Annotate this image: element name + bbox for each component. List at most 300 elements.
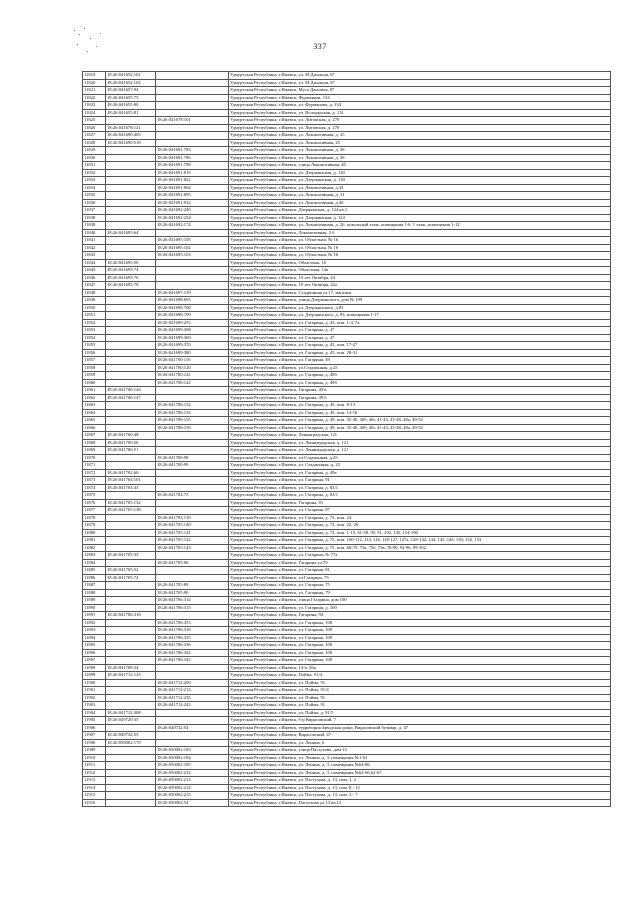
address-cell: Удмуртская Республика, г.Ижевск, 10 лет Октября, 44 — [229, 274, 611, 282]
premise-cadastral-cell — [156, 447, 229, 455]
premise-cadastral-cell: 18:26:041700:152 — [156, 402, 229, 410]
address-cell: Удмуртская Республика, г.Ижевск, ул. Локомотивная, д. 38 — [229, 147, 611, 155]
row-number-cell: 11869 — [83, 447, 106, 455]
table-row — [83, 439, 611, 447]
row-number-cell: 11894 — [83, 634, 106, 642]
row-number-cell: 11889 — [83, 597, 106, 605]
table-row — [83, 177, 611, 185]
premise-cadastral-cell: 18:26:050002:213 — [156, 777, 229, 785]
table-row — [83, 349, 611, 357]
address-cell: Удмуртская Республика, г.Ижевск, ул. Литовская, д. 270 — [229, 117, 611, 125]
table-row — [83, 537, 611, 545]
address-cell: Удмуртская Республика, г.Ижевск, Стадионная ул.17, магазин — [229, 289, 611, 297]
building-cadastral-cell — [106, 657, 156, 665]
table-row — [83, 477, 611, 485]
row-number-cell: 11842 — [83, 244, 106, 252]
building-cadastral-cell: 18:26:049732:55 — [106, 732, 156, 740]
row-number-cell: 11912 — [83, 769, 106, 777]
row-number-cell: 11887 — [83, 582, 106, 590]
premise-cadastral-cell — [156, 477, 229, 485]
address-cell: Удмуртская Республика, г.Ижевск, Муса Джалиля, 87 — [229, 87, 611, 95]
premise-cadastral-cell — [156, 567, 229, 575]
row-number-cell: 11900 — [83, 679, 106, 687]
premise-cadastral-cell: 18:26:041712:235 — [156, 694, 229, 702]
address-cell: Удмуртская Республика, г.Ижевск, ул. Гагарина, д. 45, пом. 17-27 — [229, 342, 611, 350]
table-row — [83, 642, 611, 650]
building-cadastral-cell — [106, 634, 156, 642]
premise-cadastral-cell — [156, 102, 229, 110]
row-number-cell: 11827 — [83, 132, 106, 140]
premise-cadastral-cell: 18:26:041705:90 — [156, 589, 229, 597]
table-row — [83, 687, 611, 695]
row-number-cell: 11840 — [83, 229, 106, 237]
table-row — [83, 492, 611, 500]
premise-cadastral-cell: 18:26:041699:368 — [156, 327, 229, 335]
address-cell: Удмуртская Республика, г.Ижевск, Вирасовский, 47 — [229, 732, 611, 740]
table-row — [83, 544, 611, 552]
premise-cadastral-cell — [156, 87, 229, 95]
address-cell: Удмуртская Республика, г.Ижевск, ул. Ленина, д. 3, помещения №62-66,62-67 — [229, 769, 611, 777]
building-cadastral-cell: 18:26:041690:405 — [106, 132, 156, 140]
address-cell: Удмуртская Республика, г.Ижевск, ул. Гагарина, 100 — [229, 619, 611, 627]
premise-cadastral-cell — [156, 469, 229, 477]
building-cadastral-cell — [106, 642, 156, 650]
address-cell: Удмуртская Республика, г.Ижевск, ул. Фурманова, д. 134 — [229, 102, 611, 110]
building-cadastral-cell: 18:26:041655:80 — [106, 102, 156, 110]
table-row — [83, 72, 611, 80]
premise-cadastral-cell — [156, 79, 229, 87]
premise-cadastral-cell — [156, 72, 229, 80]
row-number-cell: 11899 — [83, 672, 106, 680]
building-cadastral-cell — [106, 304, 156, 312]
address-cell: Удмуртская Республика, г.Ижевск, ул. Гагарина, д. 49б — [229, 372, 611, 380]
building-cadastral-cell: 18:26:041700:50 — [106, 439, 156, 447]
scan-speckle — [70, 24, 110, 58]
premise-cadastral-cell: 18:26:041691:895 — [156, 192, 229, 200]
building-cadastral-cell: 18:26:041695:74 — [106, 267, 156, 275]
address-cell: Удмуртская Республика, г.Ижевск, улица Гагарина, дом 100 — [229, 597, 611, 605]
address-cell: Удмуртская Республика, г.Ижевск, Гагарина, 94 — [229, 612, 611, 620]
address-cell: Удмуртская Республика, г.Ижевск, ул. Гагарина, 49 — [229, 357, 611, 365]
row-number-cell: 11876 — [83, 499, 106, 507]
table-row — [83, 117, 611, 125]
table-row — [83, 499, 611, 507]
row-number-cell: 11828 — [83, 139, 106, 147]
row-number-cell: 11829 — [83, 147, 106, 155]
building-cadastral-cell: 18:26:041655:81 — [106, 109, 156, 117]
registry-table — [82, 71, 611, 807]
row-number-cell: 11848 — [83, 289, 106, 297]
building-cadastral-cell: 18:26:041700:147 — [106, 394, 156, 402]
address-cell: Удмуртская Республика, г.Ижевск, ул. Гагарина, 100 — [229, 642, 611, 650]
table-row — [83, 739, 611, 747]
address-cell: Удмуртская Республика, г.Ижевск, ул. Гагарина, д. 47 — [229, 327, 611, 335]
row-number-cell: 11880 — [83, 529, 106, 537]
table-row — [83, 784, 611, 792]
table-row — [83, 402, 611, 410]
address-cell: Удмуртская Республика, г.Ижевск, ул. Пойма, д. 91/5 — [229, 709, 611, 717]
address-cell: Удмуртская Республика, г.Ижевск, ул. Дзержинская, д. 124 — [229, 214, 611, 222]
building-cadastral-cell — [106, 342, 156, 350]
building-cadastral-cell — [106, 627, 156, 635]
building-cadastral-cell: 18:26:041695:78 — [106, 282, 156, 290]
row-number-cell: 11905 — [83, 717, 106, 725]
row-number-cell: 11823 — [83, 102, 106, 110]
table-row — [83, 94, 611, 102]
premise-cadastral-cell: 18:26:041706:335 — [156, 634, 229, 642]
address-cell: Удмуртская Республика, г.Ижевск, Гагарина ул.79 — [229, 559, 611, 567]
row-number-cell: 11883 — [83, 552, 106, 560]
building-cadastral-cell — [106, 297, 156, 305]
table-row — [83, 754, 611, 762]
building-cadastral-cell — [106, 522, 156, 530]
address-cell: Удмуртская Республика, г.Ижевск, Областная, 14а — [229, 267, 611, 275]
building-cadastral-cell — [106, 754, 156, 762]
building-cadastral-cell — [106, 454, 156, 462]
building-cadastral-cell: 18:26:041705:35 — [106, 552, 156, 560]
premise-cadastral-cell — [156, 664, 229, 672]
table-row — [83, 679, 611, 687]
premise-cadastral-cell: 18:26:041700:154 — [156, 409, 229, 417]
address-cell: Удмуртская Республика, г.Ижевск, ул. Гагарина, д. 43, пом. 1-4, 7а — [229, 319, 611, 327]
row-number-cell: 11913 — [83, 777, 106, 785]
building-cadastral-cell: 18:26:041700:51 — [106, 447, 156, 455]
premise-cadastral-cell — [156, 484, 229, 492]
row-number-cell: 11909 — [83, 747, 106, 755]
building-cadastral-cell: 18:26:041705:74 — [106, 574, 156, 582]
row-number-cell: 11831 — [83, 162, 106, 170]
table-row — [83, 597, 611, 605]
building-cadastral-cell — [106, 462, 156, 470]
address-cell: Удмуртская Республика, г.Ижевск, ул. Гагарина, д. 75, пом. 100-112, 114, 116, 118-127, 127а, 128-142, 144, 145, 146, 150, 152, 153 — [229, 537, 611, 545]
building-cadastral-cell — [106, 289, 156, 297]
registry-table-body — [83, 72, 611, 807]
row-number-cell: 11904 — [83, 709, 106, 717]
building-cadastral-cell — [106, 364, 156, 372]
premise-cadastral-cell: 18:26:041700:99 — [156, 462, 229, 470]
row-number-cell: 11885 — [83, 567, 106, 575]
table-row — [83, 514, 611, 522]
building-cadastral-cell: 18:26:041712:308 — [106, 709, 156, 717]
row-number-cell: 11821 — [83, 87, 106, 95]
row-number-cell: 11881 — [83, 537, 106, 545]
address-cell: Удмуртская Республика, г.Ижевск, ул. Локомотивная, д. 38 — [229, 154, 611, 162]
premise-cadastral-cell: 18:26:041698:709 — [156, 312, 229, 320]
premise-cadastral-cell: 18:26:041705:139 — [156, 514, 229, 522]
address-cell: Удмуртская Республика, г.Ижевск, ул. Локомотивная, д.40 — [229, 199, 611, 207]
address-cell: Удмуртская Республика, г.Ижевск, Ленинградская, 121 — [229, 432, 611, 440]
row-number-cell: 11844 — [83, 259, 106, 267]
building-cadastral-cell: 18:26:041657:94 — [106, 87, 156, 95]
building-cadastral-cell: 18:26:041700:48 — [106, 432, 156, 440]
row-number-cell: 11859 — [83, 372, 106, 380]
building-cadastral-cell: 18:26:041695:50 — [106, 259, 156, 267]
building-cadastral-cell — [106, 117, 156, 125]
table-row — [83, 769, 611, 777]
address-cell: Удмуртская Республика, г.Ижевск, ул. Гагарина, д. 49б — [229, 379, 611, 387]
address-cell: Удмуртская Республика, г.Ижевск, ул. Ленина, 6 — [229, 739, 611, 747]
table-row — [83, 312, 611, 320]
premise-cadastral-cell — [156, 394, 229, 402]
building-cadastral-cell — [106, 379, 156, 387]
address-cell: Удмуртская Республика, г.Ижевск, Областная, 16 — [229, 259, 611, 267]
row-number-cell: 11846 — [83, 274, 106, 282]
address-cell: Удмуртская Республика, г.Ижевск, ул. Гагарина, д. 73, пом. 25, 26 — [229, 522, 611, 530]
row-number-cell: 11841 — [83, 237, 106, 245]
table-row — [83, 747, 611, 755]
address-cell: Удмуртская Республика, г.Ижевск, ул. Гагарина, д. 47 — [229, 334, 611, 342]
row-number-cell: 11873 — [83, 477, 106, 485]
table-row — [83, 357, 611, 365]
premise-cadastral-cell — [156, 507, 229, 515]
premise-cadastral-cell: 18:26:041705:96 — [156, 559, 229, 567]
premise-cadastral-cell: 18:26:041691:790 — [156, 162, 229, 170]
premise-cadastral-cell — [156, 717, 229, 725]
building-cadastral-cell: 18:26:041704:101 — [106, 477, 156, 485]
premise-cadastral-cell: 18:26:041700:116 — [156, 357, 229, 365]
premise-cadastral-cell: 18:26:041698:700 — [156, 304, 229, 312]
table-row — [83, 124, 611, 132]
row-number-cell: 11866 — [83, 424, 106, 432]
row-number-cell: 11852 — [83, 319, 106, 327]
building-cadastral-cell — [106, 777, 156, 785]
row-number-cell: 11845 — [83, 267, 106, 275]
address-cell: Удмуртская Республика, г.Ижевск, ул. Локомотивная, д.34 — [229, 184, 611, 192]
row-number-cell: 11855 — [83, 342, 106, 350]
premise-cadastral-cell — [156, 739, 229, 747]
row-number-cell: 11835 — [83, 192, 106, 200]
building-cadastral-cell — [106, 372, 156, 380]
premise-cadastral-cell — [156, 552, 229, 560]
address-cell: Удмуртская Республика, г.Ижевск, улица Пастухова, дом 13 — [229, 747, 611, 755]
address-cell: Удмуртская Республика, г.Ижевск, ул. Дзержинского, д.83 — [229, 304, 611, 312]
address-cell: Удмуртская Республика, г.Ижевск, ул. Пойма, 91 — [229, 702, 611, 710]
row-number-cell: 11908 — [83, 739, 106, 747]
row-number-cell: 11871 — [83, 462, 106, 470]
address-cell: Удмуртская Республика, г.Ижевск, ул. Гагарина, д. 49, пом. 8-13 — [229, 402, 611, 410]
table-row — [83, 79, 611, 87]
premise-cadastral-cell — [156, 672, 229, 680]
table-row — [83, 657, 611, 665]
row-number-cell: 11850 — [83, 304, 106, 312]
row-number-cell: 11834 — [83, 184, 106, 192]
building-cadastral-cell — [106, 177, 156, 185]
table-row — [83, 447, 611, 455]
building-cadastral-cell: 18:26:041655:75 — [106, 94, 156, 102]
building-cadastral-cell — [106, 514, 156, 522]
row-number-cell: 11863 — [83, 402, 106, 410]
building-cadastral-cell — [106, 327, 156, 335]
building-cadastral-cell — [106, 597, 156, 605]
table-row — [83, 619, 611, 627]
table-row — [83, 567, 611, 575]
premise-cadastral-cell — [156, 132, 229, 140]
table-row — [83, 289, 611, 297]
address-cell: Удмуртская Республика, г.Ижевск, Гагарина, 81 — [229, 499, 611, 507]
table-row — [83, 709, 611, 717]
premise-cadastral-cell: 18:26:050002:215 — [156, 792, 229, 800]
premise-cadastral-cell: 18:26:041700:120 — [156, 364, 229, 372]
table-row — [83, 664, 611, 672]
table-row — [83, 432, 611, 440]
table-row — [83, 274, 611, 282]
premise-cadastral-cell — [156, 94, 229, 102]
address-cell: Удмуртская Республика, г.Ижевск, ул. Областная, № 16 — [229, 244, 611, 252]
premise-cadastral-cell: 18:26:041706:318 — [156, 627, 229, 635]
building-cadastral-cell — [106, 589, 156, 597]
building-cadastral-cell: 18:26:041700:144 — [106, 387, 156, 395]
address-cell: Удмуртская Республика, г.Ижевск, ул. Ленинградская, д. 121 — [229, 447, 611, 455]
premise-cadastral-cell: 18:26:041704:75 — [156, 492, 229, 500]
premise-cadastral-cell: 18:26:049732:54 — [156, 724, 229, 732]
premise-cadastral-cell — [156, 274, 229, 282]
address-cell: Удмуртская Республика, г.Ижевск, ул. Гагарина, д. 83/1 — [229, 484, 611, 492]
building-cadastral-cell — [106, 604, 156, 612]
row-number-cell: 11907 — [83, 732, 106, 740]
building-cadastral-cell — [106, 199, 156, 207]
building-cadastral-cell — [106, 694, 156, 702]
building-cadastral-cell — [106, 619, 156, 627]
address-cell: Удмуртская Республика, г.Ижевск, ул. Дзержинская, д. 130 — [229, 177, 611, 185]
row-number-cell: 11830 — [83, 154, 106, 162]
row-number-cell: 11875 — [83, 492, 106, 500]
premise-cadastral-cell — [156, 499, 229, 507]
address-cell: Удмуртская Республика, г.Ижевск, 14-я, 56а — [229, 664, 611, 672]
address-cell: Удмуртская Республика, г.Ижевск, б-р Вирасовский, 7 — [229, 717, 611, 725]
premise-cadastral-cell — [156, 709, 229, 717]
building-cadastral-cell: 18:26:050002:179 — [106, 739, 156, 747]
table-row — [83, 372, 611, 380]
address-cell: Удмуртская Республика, г.Ижевск, ул. Гагарина, д. 45, пом. 28-31 — [229, 349, 611, 357]
table-row — [83, 799, 611, 807]
address-cell: Удмуртская Республика, г.Ижевск, Гагарина, 49 б — [229, 394, 611, 402]
table-row — [83, 507, 611, 515]
row-number-cell: 11824 — [83, 109, 106, 117]
building-cadastral-cell — [106, 492, 156, 500]
premise-cadastral-cell: 18:26:041700:98 — [156, 454, 229, 462]
row-number-cell: 11902 — [83, 694, 106, 702]
building-cadastral-cell — [106, 417, 156, 425]
table-row — [83, 702, 611, 710]
row-number-cell: 11868 — [83, 439, 106, 447]
address-cell: Удмуртская Республика, г.Ижевск, ул. Гагарина, 81 — [229, 567, 611, 575]
row-number-cell: 11826 — [83, 124, 106, 132]
premise-cadastral-cell: 18:26:041699:370 — [156, 342, 229, 350]
table-row — [83, 387, 611, 395]
address-cell: Удмуртская Республика, г.Ижевск, ул. Гагарина, д. 100 — [229, 604, 611, 612]
table-row — [83, 612, 611, 620]
table-row — [83, 214, 611, 222]
row-number-cell: 11915 — [83, 792, 106, 800]
address-cell: Удмуртская Республика, г.Ижевск, ул. Локомотивная, д. 31 — [229, 192, 611, 200]
table-row — [83, 792, 611, 800]
premise-cadastral-cell — [156, 267, 229, 275]
address-cell: Удмуртская Республика, г.Ижевск, ул. Гагарина, д. 49, пом. 35-40, 40б, 40г, 41-43, 45-48, 48а, 49-52 — [229, 417, 611, 425]
row-number-cell: 11820 — [83, 79, 106, 87]
address-cell: Удмуртская Республика, г.Ижевск, ул. Гагарина, д. 49, пом. 14-16 — [229, 409, 611, 417]
building-cadastral-cell — [106, 769, 156, 777]
premise-cadastral-cell — [156, 282, 229, 290]
address-cell: Удмуртская Республика, г.Ижевск, ул. М.Джалиля, 87 — [229, 79, 611, 87]
table-row — [83, 259, 611, 267]
premise-cadastral-cell: 18:26:050002:183 — [156, 747, 229, 755]
address-cell: Удмуртская Республика, г.Ижевск, ул.Гагарина, 75 — [229, 574, 611, 582]
building-cadastral-cell — [106, 147, 156, 155]
table-row — [83, 162, 611, 170]
row-number-cell: 11896 — [83, 649, 106, 657]
address-cell: Удмуртская Республика, г.Ижевск, ул. Гагарина, д. 49, пом. 35-40, 40б, 40г, 41-43, 45-48, 48а, 49-52 — [229, 424, 611, 432]
premise-cadastral-cell: 18:26:050002:185 — [156, 762, 229, 770]
premise-cadastral-cell — [156, 432, 229, 440]
row-number-cell: 11857 — [83, 357, 106, 365]
row-number-cell: 11851 — [83, 312, 106, 320]
table-row — [83, 522, 611, 530]
row-number-cell: 11867 — [83, 432, 106, 440]
address-cell: Удмуртская Республика, г.Ижевск, ул. Стадионная, д. 25 — [229, 462, 611, 470]
table-row — [83, 604, 611, 612]
premise-cadastral-cell: 18:26:041712:209 — [156, 679, 229, 687]
building-cadastral-cell — [106, 207, 156, 215]
premise-cadastral-cell — [156, 439, 229, 447]
address-cell: Удмуртская Республика, г.Ижевск, ул. Гагарина, д. 73, пом. 24 — [229, 514, 611, 522]
address-cell: Удмуртская Республика, г.Ижевск, ул. Гагарина, 100 — [229, 649, 611, 657]
row-number-cell: 11884 — [83, 559, 106, 567]
table-row — [83, 244, 611, 252]
building-cadastral-cell: 18:26:041702:60 — [106, 469, 156, 477]
building-cadastral-cell — [106, 762, 156, 770]
premise-cadastral-cell: 18:26:050002:214 — [156, 784, 229, 792]
table-row — [83, 717, 611, 725]
row-number-cell: 11838 — [83, 214, 106, 222]
building-cadastral-cell — [106, 162, 156, 170]
table-row — [83, 529, 611, 537]
table-row — [83, 732, 611, 740]
table-row — [83, 634, 611, 642]
premise-cadastral-cell: 18:26:041706:314 — [156, 597, 229, 605]
row-number-cell: 11892 — [83, 619, 106, 627]
building-cadastral-cell — [106, 192, 156, 200]
building-cadastral-cell: 18:26:041652:101 — [106, 72, 156, 80]
premise-cadastral-cell: 18:26:041691:786 — [156, 154, 229, 162]
premise-cadastral-cell: 18:26:041698:693 — [156, 297, 229, 305]
premise-cadastral-cell — [156, 732, 229, 740]
table-row — [83, 207, 611, 215]
premise-cadastral-cell: 18:26:041700:156 — [156, 424, 229, 432]
address-cell: Удмуртская Республика, г.Ижевск, ул. Гагарина, 79 — [229, 589, 611, 597]
address-cell: Удмуртская Республика, г.Ижевск, Локомотивная, 3 б — [229, 229, 611, 237]
address-cell: Удмуртская Республика, г.Ижевск, ул. Гагарина, д. 75, пом. 60-75, 75а, 75б, 75в, 76-90, 92-96, 99-102 — [229, 544, 611, 552]
row-number-cell: 11890 — [83, 604, 106, 612]
table-row — [83, 237, 611, 245]
building-cadastral-cell — [106, 702, 156, 710]
table-row — [83, 672, 611, 680]
row-number-cell: 11847 — [83, 282, 106, 290]
address-cell: Удмуртская Республика, г.Ижевск, ул. Гагарина, 100 — [229, 627, 611, 635]
row-number-cell: 11903 — [83, 702, 106, 710]
address-cell: Удмуртская Республика, г.Ижевск, ул.Стадионная, д.25 — [229, 364, 611, 372]
address-cell: Удмуртская Республика, г.Ижевск, ул. Гагарина, 87 — [229, 507, 611, 515]
address-cell: Удмуртская Республика, г.Ижевск, ул. Областная, № 16 — [229, 252, 611, 260]
table-row — [83, 552, 611, 560]
premise-cadastral-cell: 18:26:041705:141 — [156, 529, 229, 537]
table-row — [83, 417, 611, 425]
row-number-cell: 11898 — [83, 664, 106, 672]
address-cell: Удмуртская Республика, г.Ижевск, улица Дзержинского, дом № 109 — [229, 297, 611, 305]
premise-cadastral-cell: 18:26:041712:243 — [156, 702, 229, 710]
premise-cadastral-cell: 18:26:050002:212 — [156, 769, 229, 777]
row-number-cell: 11864 — [83, 409, 106, 417]
address-cell: Удмуртская Республика, г.Ижевск, ул. Гагарина, 91 — [229, 477, 611, 485]
